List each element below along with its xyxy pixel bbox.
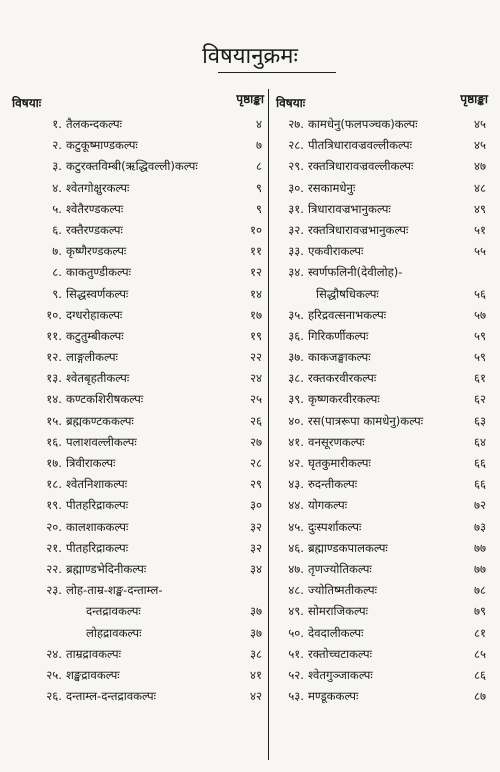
entry-page: ९	[255, 180, 262, 195]
toc-entry	[12, 495, 264, 516]
entry-page: ६६	[473, 477, 486, 492]
entry-page: ४५	[473, 117, 486, 131]
entry-number: १८.	[46, 477, 62, 492]
entry-page: १७	[249, 307, 262, 322]
entry-title: रक्तोच्चटाकल्पः	[308, 646, 372, 661]
entry-number: १७.	[46, 456, 62, 470]
entry-page: २७	[249, 434, 262, 449]
toc-entry	[276, 114, 488, 135]
entry-number: ३१.	[288, 201, 304, 216]
toc-entry	[276, 453, 488, 474]
entry-title: कृष्णकरवीरकल्पः	[308, 392, 380, 407]
entry-title: सोमराजिकल्पः	[308, 604, 368, 619]
entry-title: लोह-ताम्र-शङ्ख-दन्ताम्ल-	[66, 583, 163, 598]
toc-entry	[12, 623, 264, 644]
entry-page: २५	[249, 392, 262, 407]
entry-title: रक्तत्रिधारावज्रभानुकल्पः	[308, 222, 409, 237]
page-title: विषयानुक्रमः	[202, 44, 298, 69]
entry-page: ४७	[473, 159, 486, 174]
entry-page: ६६	[473, 456, 486, 470]
entry-page: ८६	[473, 667, 486, 682]
entry-page: १०	[249, 222, 262, 237]
entry-title: श्वेतनिशाकल्पः	[66, 477, 128, 492]
entry-number: १५.	[46, 413, 62, 428]
page-header: पृष्ठाङ्का	[460, 92, 488, 106]
entry-title: ज्योतिष्मतीकल्पः	[308, 583, 377, 598]
entry-number: १.	[52, 117, 62, 131]
toc-entry	[276, 538, 488, 559]
entry-page: ८५	[473, 646, 486, 661]
entry-number: ४८.	[288, 583, 304, 598]
entry-title: रुदन्तीकल्पः	[308, 477, 358, 492]
entry-title: दग्धरोहाकल्पः	[66, 307, 123, 322]
entry-number: २८.	[288, 138, 304, 153]
entry-number: ३५.	[288, 307, 304, 322]
entry-title: कटुतुम्बीकल्पः	[66, 328, 124, 343]
toc-entry	[12, 220, 264, 241]
entry-title: पीतत्रिधारावज्रवल्लीकल्पः	[308, 138, 412, 153]
toc-entry	[12, 368, 264, 389]
toc-entry	[276, 623, 488, 644]
toc-entry	[12, 347, 264, 368]
entry-title: श्वेतगुञ्जाकल्पः	[308, 667, 373, 682]
entry-page: ४	[255, 117, 262, 131]
entry-number: ४७.	[288, 561, 304, 576]
entry-page: ९	[255, 201, 262, 216]
toc-entry	[12, 135, 264, 156]
entry-number: ४१.	[288, 434, 304, 449]
entry-page: १२	[249, 265, 262, 280]
entry-number: ४३.	[288, 477, 304, 492]
entry-title: योगकल्पः	[308, 498, 348, 513]
toc-entry	[12, 262, 264, 283]
entry-page: ३७	[249, 625, 262, 640]
entry-page: ५५	[473, 244, 486, 259]
entry-page: ४२	[249, 689, 262, 704]
toc-entry	[12, 432, 264, 453]
entry-number: ३२.	[288, 222, 304, 237]
entry-title: रस(पात्ररूपा कामधेनु)कल्पः	[308, 413, 424, 428]
entry-page: ५९	[473, 350, 486, 365]
entry-title: रसकामधेनुः	[308, 180, 356, 195]
entry-page: ४१	[249, 667, 262, 682]
entry-title: स्वर्णफलिनी(देवीलोह)-	[308, 265, 403, 280]
entry-page: ५६	[473, 286, 486, 301]
entry-title: घृतकुमारीकल्पः	[308, 456, 371, 470]
right-column-header	[276, 88, 488, 114]
entry-number: २७.	[288, 117, 304, 131]
toc-entry	[276, 262, 488, 283]
toc-entry	[12, 326, 264, 347]
entry-page: ५७	[473, 307, 486, 322]
entry-page: ६२	[473, 392, 486, 407]
column-divider	[268, 89, 269, 760]
entry-title: काकतुण्डीकल्पः	[66, 265, 131, 280]
toc-entry	[276, 580, 488, 601]
entry-number: ३.	[52, 159, 62, 174]
entry-title: कण्टकशिरीषकल्पः	[66, 392, 144, 407]
entry-title: कामधेनु(फलपञ्चक)कल्पः	[308, 117, 418, 131]
entry-number: १४.	[46, 392, 62, 407]
entry-title: तैलकन्दकल्पः	[66, 117, 122, 131]
entry-number: ४.	[52, 180, 62, 195]
entry-title: हरिद्रवत्सनाभकल्पः	[308, 307, 387, 322]
entry-title: रक्तकरवीरकल्पः	[308, 371, 377, 386]
entry-number: ३६.	[288, 328, 304, 343]
toc-left-column	[12, 88, 264, 707]
entry-page: ६१	[473, 371, 486, 386]
toc-entry	[12, 411, 264, 432]
entry-title: त्रिधारावज्रभानुकल्पः	[308, 201, 391, 216]
entry-page: ३४	[249, 561, 262, 576]
entry-number: ३३.	[288, 244, 304, 259]
entry-number: २२.	[46, 561, 62, 576]
left-column-header	[12, 88, 264, 114]
entry-title: श्वेतबृहतीकल्पः	[66, 371, 130, 386]
toc-entry	[276, 474, 488, 495]
toc-entry	[276, 644, 488, 665]
entry-title: श्वेतगोक्षुरकल्पः	[66, 180, 130, 195]
entry-number: १३.	[46, 371, 62, 386]
entry-title: कटुरक्तविम्बी(ऋद्धिवल्ली)कल्पः	[66, 159, 198, 174]
toc-entry	[276, 284, 488, 305]
entry-page: ६३	[473, 413, 486, 428]
toc-entry	[276, 241, 488, 262]
toc-entry	[276, 432, 488, 453]
entry-number: २६.	[46, 689, 62, 704]
entry-title: कालशाककल्पः	[66, 519, 129, 534]
entry-page: ४५	[473, 138, 486, 153]
entry-title: शङ्खद्रावकल्पः	[66, 667, 120, 682]
toc-entry	[276, 368, 488, 389]
title-underline	[218, 72, 336, 73]
entry-page: २६	[249, 413, 262, 428]
toc-entry	[12, 178, 264, 199]
subject-header: विषयाः	[276, 96, 306, 110]
entry-number: ५०.	[288, 625, 304, 640]
toc-entry	[12, 241, 264, 262]
entry-title: सिद्धस्वर्णकल्पः	[66, 286, 129, 301]
entry-page: ३२	[249, 540, 262, 555]
entry-page: ८७	[473, 689, 486, 704]
entry-page: ८१	[473, 625, 486, 640]
entry-number: २३.	[46, 583, 62, 598]
entry-page: ७९	[473, 604, 486, 619]
entry-title: कटुकूष्माण्डकल्पः	[66, 138, 138, 153]
entry-page: ५९	[473, 328, 486, 343]
left-entry-list	[12, 114, 264, 707]
right-entry-list	[276, 114, 488, 707]
entry-number: १९.	[46, 498, 62, 513]
entry-number: ४६.	[288, 540, 304, 555]
entry-number: २०.	[46, 519, 62, 534]
entry-page: ३२	[249, 519, 262, 534]
toc-entry	[12, 114, 264, 135]
entry-title: रक्तत्रिधारावज्रवल्लीकल्पः	[308, 159, 414, 174]
toc-entry	[276, 665, 488, 686]
entry-page: ५१	[473, 222, 486, 237]
entry-title: पीतहरिद्राकल्पः	[66, 540, 129, 555]
entry-number: ६.	[52, 222, 62, 237]
entry-number: ४०.	[288, 413, 304, 428]
entry-number: ११.	[46, 328, 62, 343]
entry-title: श्वेतैरण्डकल्पः	[66, 201, 124, 216]
entry-number: ५.	[52, 201, 62, 216]
toc-entry	[12, 474, 264, 495]
entry-page: ७७	[473, 561, 486, 576]
entry-number: ३४.	[288, 265, 304, 280]
entry-title: पलाशवल्लीकल्पः	[66, 434, 137, 449]
entry-title: ब्रह्माण्डभेदिनीकल्पः	[66, 561, 147, 576]
entry-title: दन्ताम्ल-दन्तद्रावकल्पः	[66, 689, 156, 704]
toc-entry	[12, 156, 264, 177]
entry-title: लाङ्गलीकल्पः	[66, 350, 118, 365]
entry-number: ४९.	[288, 604, 304, 619]
toc-entry	[12, 538, 264, 559]
entry-number: ९.	[52, 286, 62, 301]
entry-number: २४.	[46, 646, 62, 661]
toc-entry	[12, 665, 264, 686]
entry-page: ३०	[249, 498, 262, 513]
entry-title: लोहद्रावकल्पः	[86, 625, 142, 640]
entry-page: ४८	[473, 180, 486, 195]
toc-entry	[12, 686, 264, 707]
entry-title: देवदालीकल्पः	[308, 625, 364, 640]
entry-page: ७३	[473, 519, 486, 534]
toc-entry	[12, 601, 264, 622]
entry-number: १६.	[46, 434, 62, 449]
entry-number: २१.	[46, 540, 62, 555]
entry-number: ८.	[52, 265, 62, 280]
entry-page: ३७	[249, 604, 262, 619]
entry-page: १९	[249, 328, 262, 343]
entry-page: २२	[249, 350, 262, 365]
entry-number: ५२.	[288, 667, 304, 682]
toc-entry	[12, 199, 264, 220]
entry-number: ३७.	[288, 350, 304, 365]
toc-entry	[276, 601, 488, 622]
entry-title: ब्रह्मकण्टककल्पः	[66, 413, 134, 428]
toc-entry	[12, 284, 264, 305]
entry-title: ताम्रद्रावकल्पः	[66, 646, 121, 661]
toc-entry	[276, 135, 488, 156]
entry-page: ६४	[473, 434, 486, 449]
entry-number: ३९.	[288, 392, 304, 407]
entry-title: ब्रह्माण्डकपालकल्पः	[308, 540, 388, 555]
subject-header: विषयाः	[12, 96, 42, 110]
entry-number: ३८.	[288, 371, 304, 386]
toc-entry	[12, 559, 264, 580]
entry-title: गिरिकर्णीकल्पः	[308, 328, 369, 343]
entry-title: रक्तैरण्डकल्पः	[66, 222, 123, 237]
entry-number: २५.	[46, 667, 62, 682]
entry-number: २.	[52, 138, 62, 153]
toc-entry	[276, 411, 488, 432]
toc-entry	[276, 517, 488, 538]
entry-page: ४९	[473, 201, 486, 216]
entry-page: ७८	[473, 583, 486, 598]
toc-entry	[12, 517, 264, 538]
entry-title: तृणज्योतिकल्पः	[308, 561, 372, 576]
toc-entry	[276, 220, 488, 241]
toc-entry	[276, 305, 488, 326]
entry-page: २९	[249, 477, 262, 492]
toc-entry	[276, 559, 488, 580]
entry-number: ५३.	[288, 689, 304, 704]
toc-entry	[276, 178, 488, 199]
entry-title: त्रिवीराकल्पः	[66, 456, 116, 470]
entry-page: १४	[249, 286, 262, 301]
page-header: पृष्ठाङ्का	[236, 92, 264, 106]
entry-title: वनसूरणकल्पः	[308, 434, 365, 449]
entry-title: काकजङ्घाकल्पः	[308, 350, 371, 365]
entry-title: मण्डूककल्पः	[308, 689, 359, 704]
toc-entry	[12, 453, 264, 474]
toc-right-column	[276, 88, 488, 707]
entry-number: २९.	[288, 159, 304, 174]
toc-entry	[12, 644, 264, 665]
entry-page: ११	[249, 244, 262, 259]
entry-page: ७७	[473, 540, 486, 555]
entry-title: दुःस्पर्शाकल्पः	[308, 519, 362, 534]
entry-number: १०.	[46, 307, 62, 322]
toc-entry	[276, 156, 488, 177]
entry-title: कृष्णैरण्डकल्पः	[66, 244, 127, 259]
entry-number: ४४.	[288, 498, 304, 513]
entry-title: पीतहरिद्राकल्पः	[66, 498, 129, 513]
toc-entry	[276, 389, 488, 410]
entry-title: सिद्धौषधिकल्पः	[316, 286, 379, 301]
entry-page: ७	[255, 138, 262, 153]
entry-page: २४	[249, 371, 262, 386]
entry-number: ५१.	[288, 646, 304, 661]
entry-page: ३८	[249, 646, 262, 661]
entry-title: एकवीराकल्पः	[308, 244, 364, 259]
toc-entry	[276, 199, 488, 220]
toc-entry	[276, 347, 488, 368]
entry-number: ४५.	[288, 519, 304, 534]
entry-number: ७.	[52, 244, 62, 259]
entry-page: ८	[255, 159, 262, 174]
toc-entry	[12, 389, 264, 410]
toc-entry	[12, 305, 264, 326]
entry-number: ४२.	[288, 456, 304, 470]
entry-number: ३०.	[288, 180, 304, 195]
toc-entry	[276, 326, 488, 347]
entry-page: २८	[249, 456, 262, 470]
toc-entry	[276, 495, 488, 516]
entry-number: १२.	[46, 350, 62, 365]
toc-entry	[12, 580, 264, 601]
entry-page: ७२	[473, 498, 486, 513]
toc-entry	[276, 686, 488, 707]
entry-title: दन्तद्रावकल्पः	[86, 604, 141, 619]
